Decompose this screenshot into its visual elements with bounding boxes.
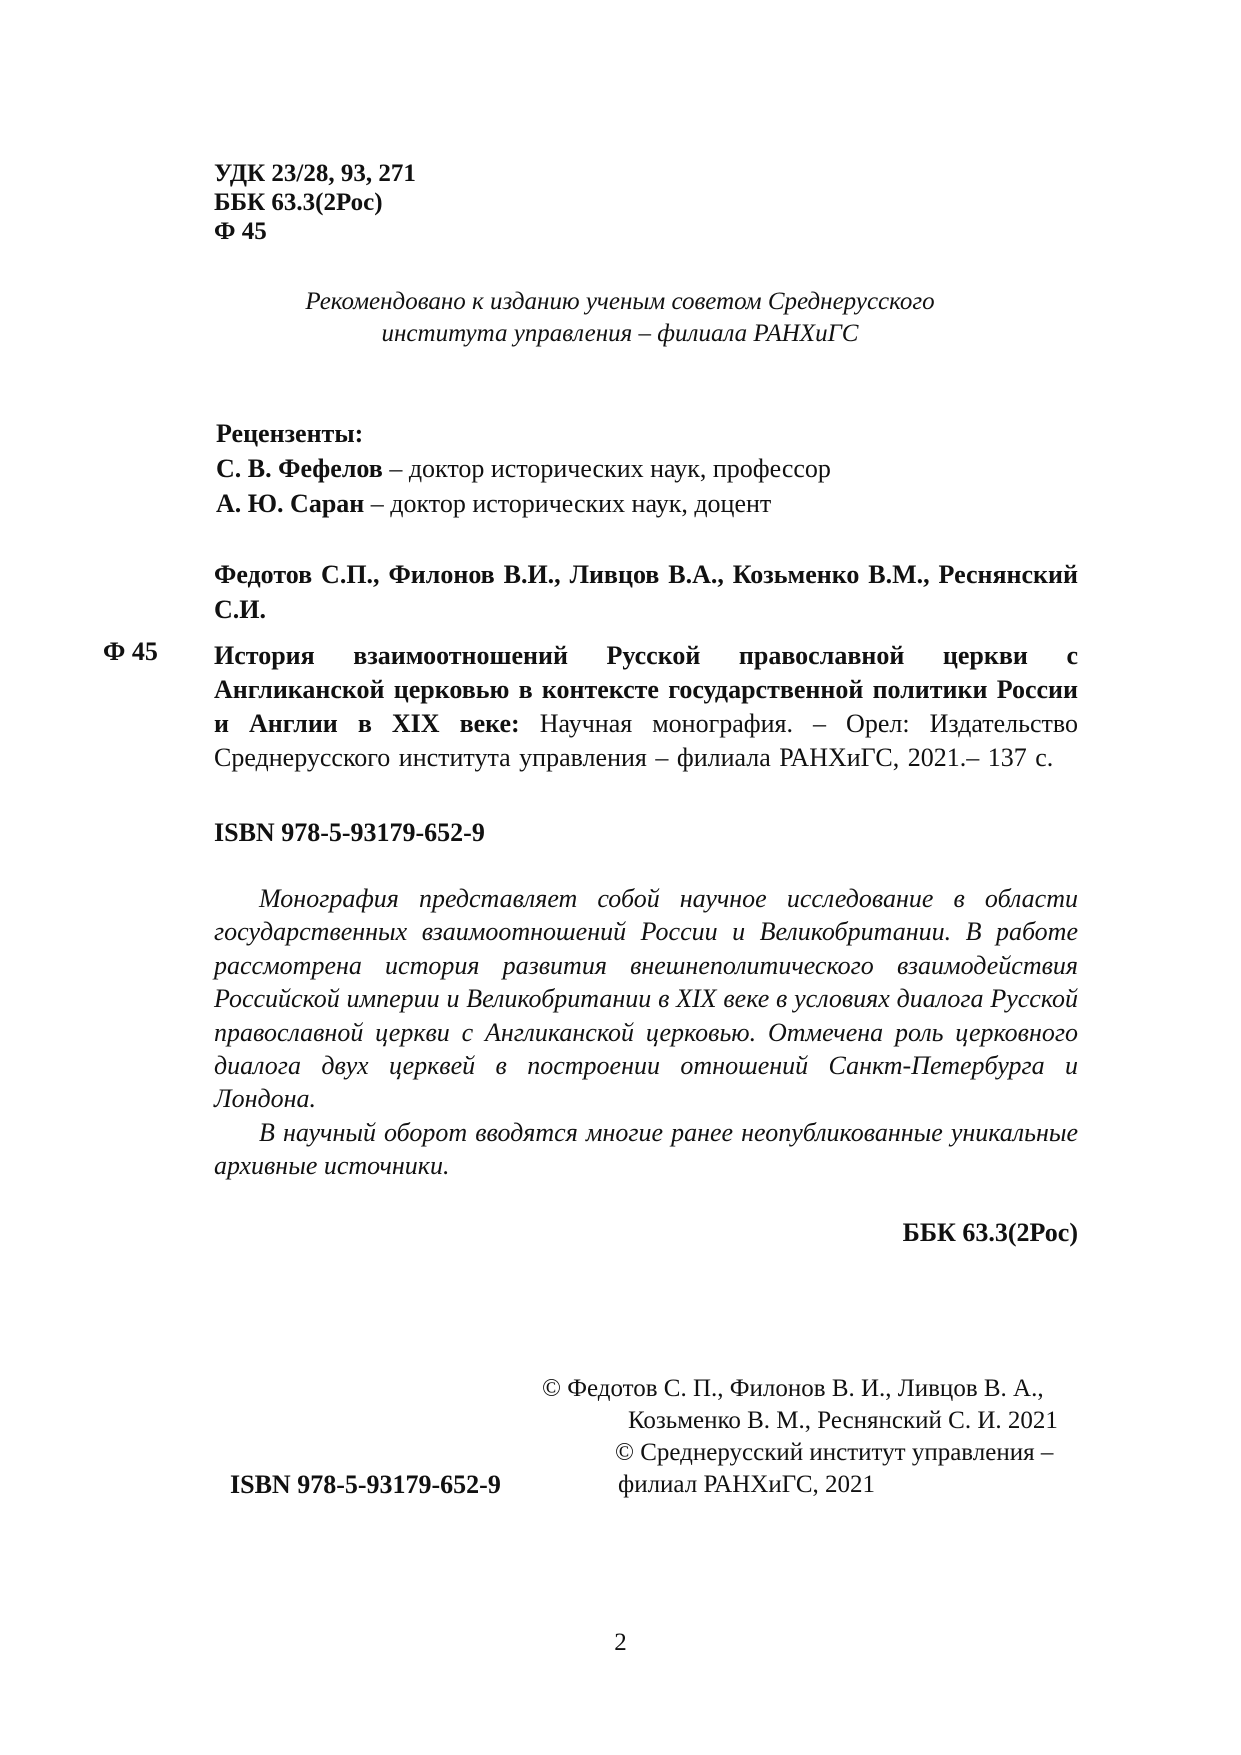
isbn-bottom: ISBN 978-5-93179-652-9 xyxy=(230,1470,501,1499)
book-cipher: Ф 45 xyxy=(103,637,158,666)
copyright-line: Козьменко В. М., Реснянский С. И. 2021 xyxy=(628,1407,1058,1434)
annotation-paragraph: В научный оборот вводятся многие ранее неопубликованные уникальные архивные источники. xyxy=(214,1117,1078,1181)
reviewer-item xyxy=(216,451,831,486)
recommendation-line-1: Рекомендовано к изданию ученым советом Среднерусского xyxy=(305,288,935,315)
annotation-block xyxy=(214,882,1078,1183)
bibliographic-description xyxy=(214,639,1078,775)
author-sign: Ф 45 xyxy=(214,218,267,245)
annotation-bbk: ББК 63.3(2Рос) xyxy=(902,1218,1078,1247)
reviewer-description: – доктор исторических наук, профессор xyxy=(382,454,831,483)
annotation-paragraph: Монография представляет собой научное исследование в области государственных взаимоотношений России и Великобритании. В работе рассмотрена история развития внешнеполитического взаимодействия Российской империи и Великобритании в XIX веке в условиях диалога Русской православной церкви с Англиканской церковью. Отмечена роль церковного диалога двух церквей в построении отношений Санкт-Петербурга и Лондона. xyxy=(214,884,1078,1114)
reviewer-description: – доктор исторических наук, доцент xyxy=(364,489,772,518)
reviewer-name: С. В. Фефелов xyxy=(216,454,383,483)
book-title: История взаимоотношений Русской православной церкви с Англиканской церковью в контексте государственной политики России и Англии в XIX веке: xyxy=(214,641,1078,738)
recommendation-line-2: института управления – филиала РАНХиГС xyxy=(381,320,859,347)
copyright-line: © Федотов С. П., Филонов В. И., Ливцов В. А., xyxy=(542,1375,1044,1402)
page-number: 2 xyxy=(614,1629,627,1656)
bbk-code: ББК 63.3(2Рос) xyxy=(214,189,383,216)
book-details: Научная монография. – Орел: Издательство Среднерусского института управления – филиала РАНХиГС, 2021.– 137 с. xyxy=(214,709,1078,772)
reviewer-name: А. Ю. Саран xyxy=(216,489,365,518)
authors-line: Федотов С.П., Филонов В.И., Ливцов В.А., Козьменко В.М., Реснянский С.И. xyxy=(214,560,1078,624)
copyright-block xyxy=(540,1373,1090,1501)
reviewers-heading: Рецензенты: xyxy=(216,419,364,448)
isbn-main: ISBN 978-5-93179-652-9 xyxy=(214,818,485,847)
classification-block xyxy=(214,160,416,247)
copyright-line: © Среднерусский институт управления – xyxy=(615,1439,1054,1466)
reviewers-block xyxy=(216,416,831,521)
copyright-line: филиал РАНХиГС, 2021 xyxy=(618,1471,876,1498)
reviewer-item xyxy=(216,486,831,521)
udk-code: УДК 23/28, 93, 271 xyxy=(214,160,416,187)
recommendation-note xyxy=(200,286,1040,350)
